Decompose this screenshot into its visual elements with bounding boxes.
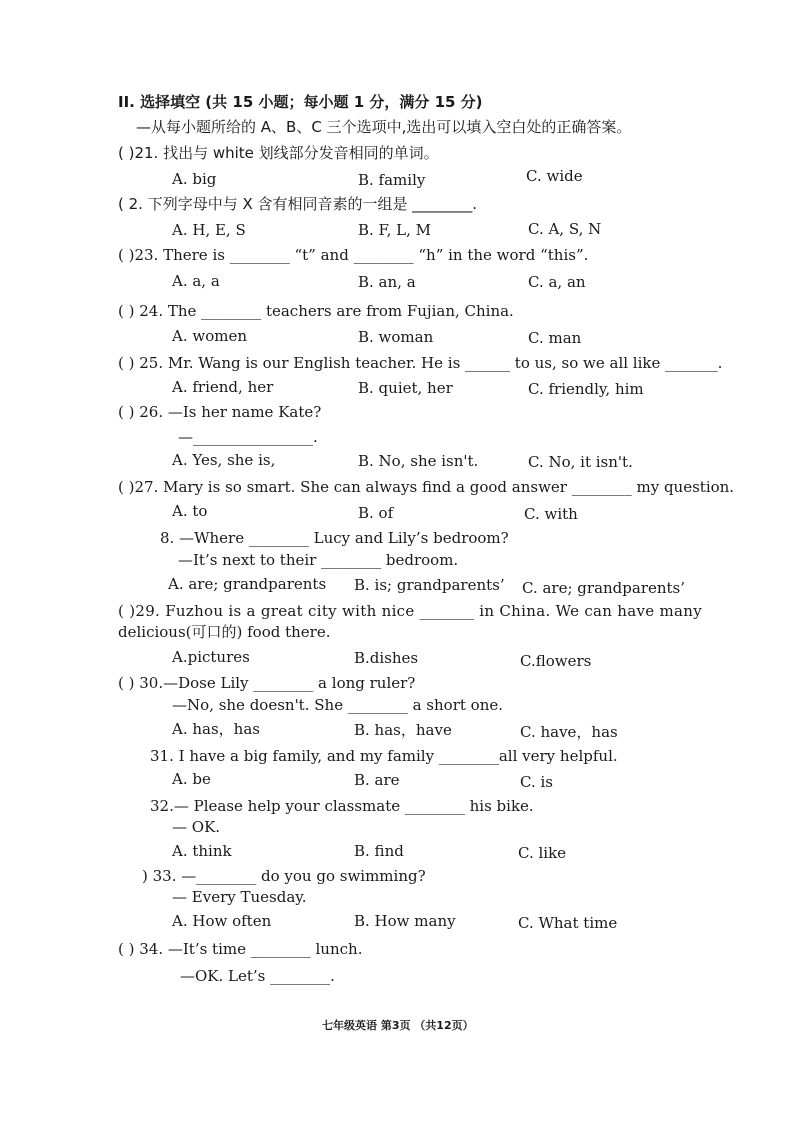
option-a: A. has，has (172, 720, 260, 738)
option-a: A. friend, her (172, 378, 274, 396)
question-stem: ( ) 26. —Is her name Kate? (118, 403, 322, 421)
option-b: B. How many (354, 912, 456, 930)
section-title: II. 选择填空 (共 15 小题；每小题 1 分，满分 15 分) (118, 93, 483, 111)
page-footer: 七年级英语 第3页 （共12页） (322, 1019, 474, 1032)
answer-line: —No, she doesn't. She ________ a short one. (172, 696, 504, 714)
option-a: A. big (172, 170, 217, 188)
question-stem: ( )27. Mary is so smart. She can always find a good answer ________ my question. (118, 478, 735, 496)
option-c: C. What time (518, 914, 618, 932)
option-b: B. is; grandparents’ (354, 576, 505, 594)
option-a: A. H, E, S (172, 221, 246, 239)
option-b: B. has，have (354, 721, 452, 739)
question-stem: 8. —Where ________ Lucy and Lily’s bedroom? (160, 529, 509, 547)
option-b: B. woman (358, 328, 434, 346)
option-a: A. How often (172, 912, 272, 930)
answer-line: — Every Tuesday. (172, 888, 307, 906)
question-stem: ( ) 24. The ________ teachers are from Fujian, China. (118, 302, 514, 320)
option-a: A. are; grandparents (168, 575, 327, 593)
option-c: C. a, an (528, 273, 586, 291)
option-b: B. family (358, 171, 426, 189)
option-a: A. women (172, 327, 247, 345)
option-b: B.dishes (354, 649, 419, 667)
answer-line: — OK. (172, 818, 221, 836)
option-a: A. Yes, she is, (172, 451, 276, 469)
option-a: A. think (172, 842, 232, 860)
question-stem: ( ) 30.—Dose Lily ________ a long ruler? (118, 674, 416, 692)
question-stem: 31. I have a big family, and my family ________all very helpful. (150, 747, 618, 765)
option-c: C. like (518, 844, 567, 862)
option-c: C. No, it isn't. (528, 453, 633, 471)
question-stem: ( )29. Fuzhou is a great city with nice _______ in China. We can have many (118, 602, 703, 620)
option-c: C. friendly, him (528, 380, 644, 398)
option-c: C. wide (526, 167, 583, 185)
question-stem: 32.— Please help your classmate ________ his bike. (150, 797, 534, 815)
answer-line: —________________. (178, 428, 318, 446)
answer-line: —It’s next to their ________ bedroom. (178, 551, 459, 569)
option-c: C. A, S, N (528, 220, 602, 238)
option-c: C. are; grandparents’ (522, 579, 686, 597)
option-a: A.pictures (172, 648, 250, 666)
question-stem: ( ) 34. —It’s time ________ lunch. (118, 940, 363, 958)
option-b: B. F, L, M (358, 221, 432, 239)
question-stem: ( )23. There is ________ “t” and ________ “h” in the word “this”. (118, 246, 589, 264)
option-b: B. an, a (358, 273, 416, 291)
option-b: B. of (358, 504, 394, 522)
section-instruction: —从每小题所给的 A、B、C 三个选项中,选出可以填入空白处的正确答案。 (136, 118, 632, 136)
question-stem: ( )21. 找出与 white 划线部分发音相同的单词。 (118, 144, 439, 162)
option-c: C. with (524, 505, 578, 523)
option-b: B. quiet, her (358, 379, 453, 397)
option-a: A. to (172, 502, 208, 520)
option-a: A. be (172, 770, 211, 788)
option-c: C. is (520, 773, 553, 791)
question-stem: ( 2. 下列字母中与 X 含有相同音素的一组是 ________. (118, 195, 478, 213)
option-c: C. have，has (520, 723, 618, 741)
option-b: B. find (354, 842, 404, 860)
option-c: C. man (528, 329, 582, 347)
question-stem: ) 33. —________ do you go swimming? (142, 867, 426, 885)
option-a: A. a, a (172, 272, 220, 290)
option-c: C.flowers (520, 652, 592, 670)
answer-line: —OK. Let’s ________. (180, 967, 335, 985)
option-b: B. No, she isn't. (358, 452, 479, 470)
question-stem: ( ) 25. Mr. Wang is our English teacher. He is ______ to us, so we all like _______. (118, 354, 723, 372)
question-stem-continued: delicious(可口的) food there. (118, 623, 331, 641)
option-b: B. are (354, 771, 400, 789)
